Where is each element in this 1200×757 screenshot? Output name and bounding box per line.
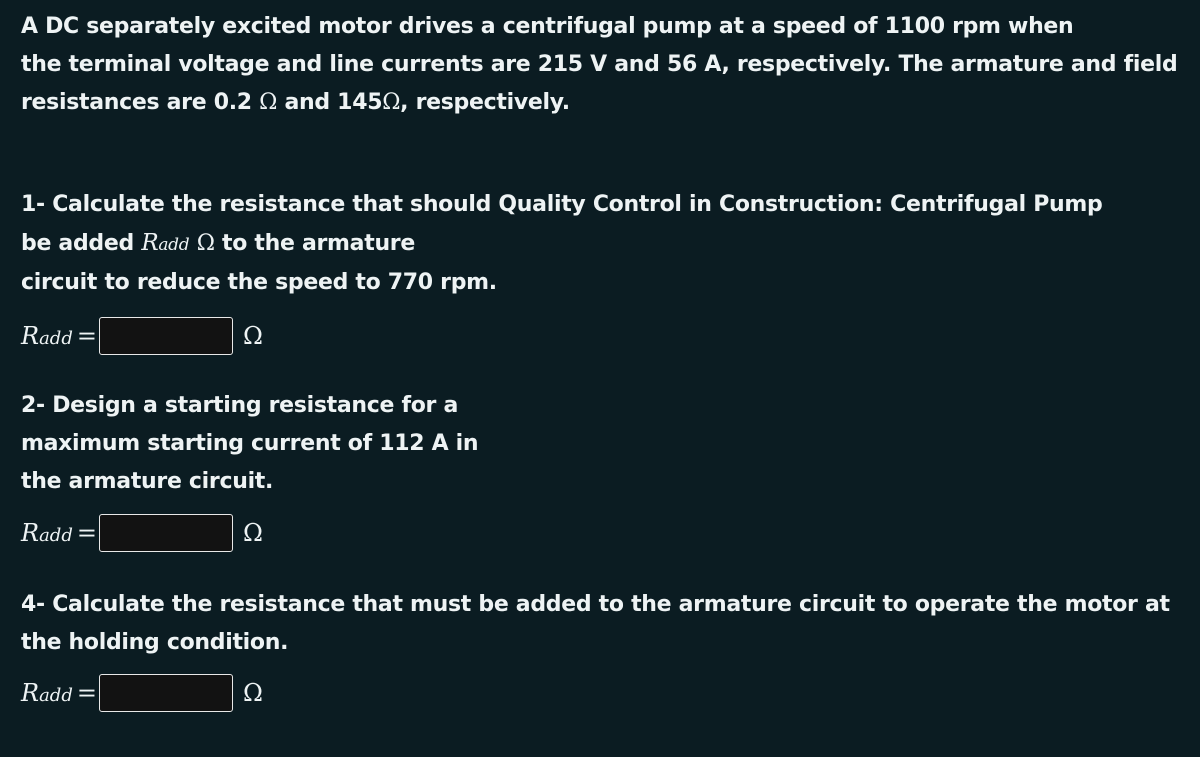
question-1-answer-input[interactable] (99, 317, 233, 355)
statement-line-2: the terminal voltage and line currents are 215 V and 56 A, respectively. The armature and field (21, 52, 1178, 77)
question-2-answer-row (21, 513, 263, 553)
equals-sign: = (76, 322, 97, 350)
question-4-answer-row (21, 673, 263, 713)
ohm-unit: Ω (242, 679, 263, 707)
question-2-line-2: maximum starting current of 112 A in (21, 431, 479, 456)
question-4-line-1: 4- Calculate the resistance that must be added to the armature circuit to operate the motor at (21, 592, 1170, 617)
ohm-unit: Ω (242, 322, 263, 350)
question-4-text (21, 586, 1170, 662)
ohm-unit: Ω (242, 519, 263, 547)
question-1-line-1: 1- Calculate the resistance that should Quality Control in Construction: Centrifugal Pump (21, 192, 1103, 217)
equals-sign: = (76, 679, 97, 707)
ohm-symbol: Ω (196, 231, 215, 256)
question-1-answer-row (21, 316, 263, 356)
question-1-line-3: circuit to reduce the speed to 770 rpm. (21, 270, 497, 295)
statement-line-1: A DC separately excited motor drives a centrifugal pump at a speed of 1100 rpm when (21, 14, 1074, 39)
question-4-answer-input[interactable] (99, 674, 233, 712)
r-add-label: Radd (21, 519, 73, 547)
question-1-line-2: be added Radd Ω to the armature (21, 230, 415, 256)
problem-statement (21, 8, 1177, 122)
question-2-answer-input[interactable] (99, 514, 233, 552)
r-add-symbol: Radd (141, 230, 190, 256)
ohm-symbol: Ω (382, 90, 401, 115)
r-add-label: Radd (21, 322, 73, 350)
question-2-text (21, 387, 478, 501)
question-4-line-2: the holding condition. (21, 630, 289, 655)
r-add-label: Radd (21, 679, 73, 707)
question-1-text (21, 186, 1102, 302)
question-2-line-1: 2- Design a starting resistance for a (21, 393, 459, 418)
question-2-line-3: the armature circuit. (21, 469, 274, 494)
ohm-symbol: Ω (259, 90, 278, 115)
equals-sign: = (76, 519, 97, 547)
statement-line-3: resistances are 0.2 Ω and 145Ω, respectively. (21, 90, 570, 115)
